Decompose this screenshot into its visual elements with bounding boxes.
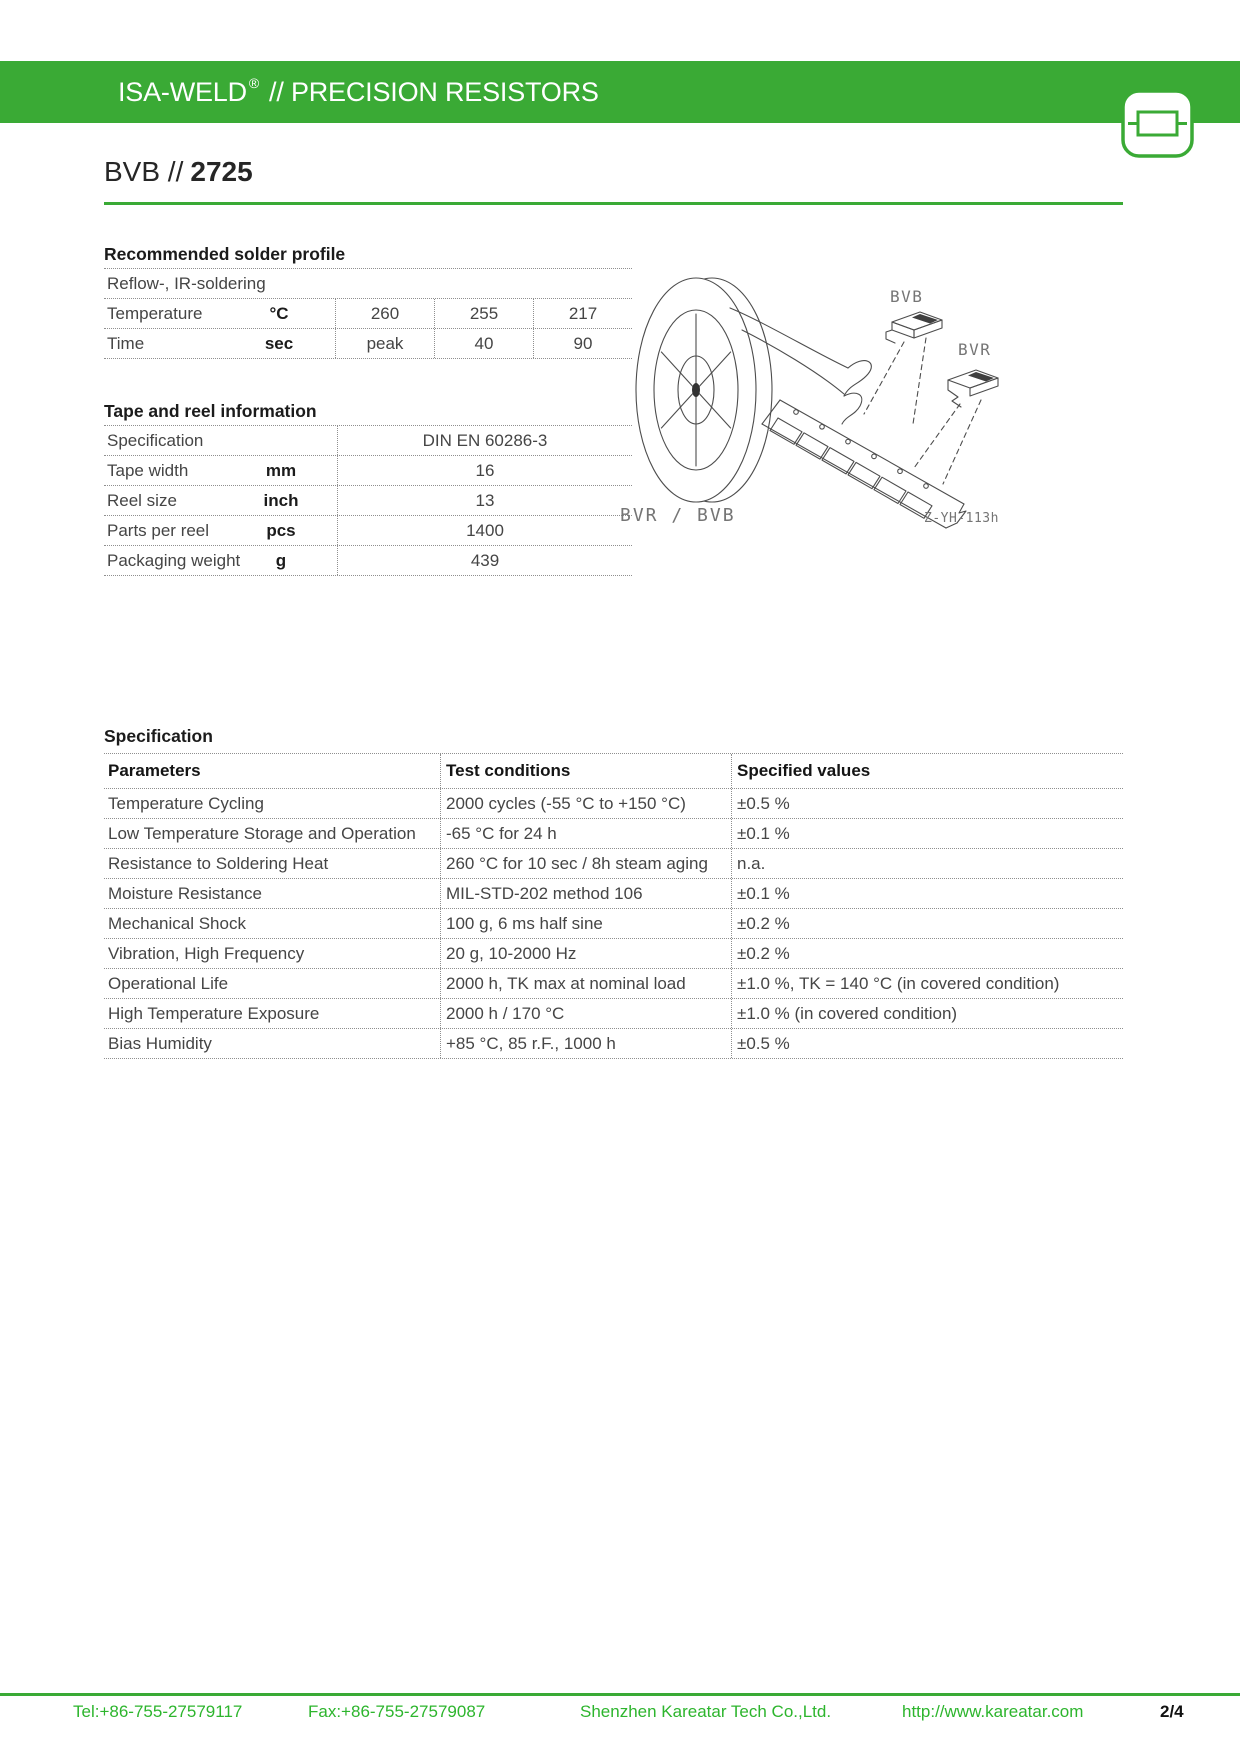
model-number: 2725	[190, 156, 253, 187]
value-cell: ±1.0 % (in covered condition)	[731, 999, 1123, 1028]
value-cell: 90	[533, 329, 632, 358]
value-cell: ±0.1 %	[731, 879, 1123, 908]
bvr-component	[948, 370, 998, 407]
resistor-icon	[1121, 89, 1194, 158]
row-label: Parts per reel	[107, 520, 210, 540]
series-name: BVB //	[104, 156, 184, 187]
value-cell: 16	[337, 456, 632, 485]
label-unit-cell	[104, 426, 337, 455]
footer-tel: Tel:+86-755-27579117	[73, 1702, 243, 1721]
condition-cell: 2000 h, TK max at nominal load	[440, 969, 731, 998]
header-bar	[0, 61, 1240, 123]
row-label: Reel size	[107, 490, 177, 510]
page-title	[104, 156, 253, 188]
footer-rule	[0, 1693, 1240, 1696]
condition-cell: 20 g, 10-2000 Hz	[440, 939, 731, 968]
value-cell: 439	[337, 546, 632, 575]
label-unit-cell	[104, 486, 337, 515]
title-rule	[104, 202, 1123, 205]
table-row	[104, 999, 1123, 1029]
parameter-cell: Mechanical Shock	[108, 913, 246, 933]
specification-table	[104, 753, 1123, 1059]
value-cell: 255	[434, 299, 533, 328]
spec-rows	[104, 789, 1123, 1059]
value-cell: ±0.5 %	[731, 1029, 1123, 1058]
value-cell: ±0.1 %	[731, 819, 1123, 848]
table-row	[104, 486, 632, 516]
column-header-specified-values: Specified values	[731, 754, 1123, 788]
header-category: // PRECISION RESISTORS	[269, 76, 599, 107]
condition-cell: 2000 h / 170 °C	[440, 999, 731, 1028]
bvb-component	[886, 312, 942, 343]
parameter-cell: Temperature Cycling	[108, 793, 264, 813]
parameter-cell: Moisture Resistance	[108, 883, 263, 903]
label-unit-cell	[104, 329, 335, 358]
row-label: Packaging weight	[107, 550, 241, 570]
value-cell: ±1.0 %, TK = 140 °C (in covered condition)	[731, 969, 1123, 998]
table-row	[104, 969, 1123, 999]
column-header-parameters: Parameters	[108, 761, 201, 780]
solder-subtitle-cell: Reflow-, IR-soldering	[107, 273, 266, 293]
condition-cell: 2000 cycles (-55 °C to +150 °C)	[440, 789, 731, 818]
table-row	[104, 909, 1123, 939]
column-header-test-conditions: Test conditions	[440, 754, 731, 788]
table-row	[104, 789, 1123, 819]
label-unit-cell	[104, 516, 337, 545]
label-unit-cell	[104, 456, 337, 485]
value-cell: ±0.2 %	[731, 909, 1123, 938]
parameter-cell: Resistance to Soldering Heat	[108, 853, 329, 873]
row-unit: g	[275, 550, 287, 570]
table-row	[104, 939, 1123, 969]
registered-mark: ®	[248, 75, 260, 91]
table-row	[104, 269, 632, 299]
spec-header-row	[104, 754, 1123, 789]
sprocket-holes	[794, 410, 929, 489]
table-row	[104, 456, 632, 486]
parameter-cell: Vibration, High Frequency	[108, 943, 305, 963]
diagram-label-bvr: BVR	[958, 340, 992, 359]
diagram-label-bvb: BVB	[890, 287, 924, 306]
condition-cell: 100 g, 6 ms half sine	[440, 909, 731, 938]
table-row	[104, 516, 632, 546]
diagram-caption: BVR / BVB	[620, 505, 736, 526]
value-cell: 260	[335, 299, 434, 328]
tape-reel-diagram	[612, 272, 1012, 532]
tape-reel-title: Tape and reel information	[104, 401, 317, 421]
value-cell: 217	[533, 299, 632, 328]
label-unit-cell	[104, 546, 337, 575]
specification-title: Specification	[104, 726, 213, 746]
parameter-cell: Operational Life	[108, 973, 229, 993]
table-row	[104, 849, 1123, 879]
label-unit-cell	[104, 299, 335, 328]
value-cell: 40	[434, 329, 533, 358]
condition-cell: MIL-STD-202 method 106	[440, 879, 731, 908]
solder-profile-title: Recommended solder profile	[104, 244, 346, 264]
solder-profile-table	[104, 268, 632, 359]
drawing-number: Z-YH-113h	[924, 511, 999, 526]
table-row	[104, 426, 632, 456]
table-row	[104, 1029, 1123, 1059]
row-unit: mm	[265, 460, 297, 480]
value-cell: n.a.	[731, 849, 1123, 878]
value-cell: ±0.2 %	[731, 939, 1123, 968]
footer-website: http://www.kareatar.com	[902, 1702, 1084, 1721]
table-row	[104, 879, 1123, 909]
tape-reel-table	[104, 425, 632, 576]
header-title	[118, 61, 599, 123]
row-label: Time	[107, 333, 145, 353]
table-row	[104, 299, 632, 329]
value-cell: 1400	[337, 516, 632, 545]
condition-cell: 260 °C for 10 sec / 8h steam aging	[440, 849, 731, 878]
table-row	[104, 819, 1123, 849]
value-cell: peak	[335, 329, 434, 358]
table-row	[104, 329, 632, 359]
value-cell: ±0.5 %	[731, 789, 1123, 818]
row-label: Temperature	[107, 303, 203, 323]
value-cell: 13	[337, 486, 632, 515]
row-unit: sec	[264, 333, 294, 353]
page-number: 2/4	[1160, 1702, 1184, 1721]
row-unit: °C	[269, 303, 289, 323]
footer-company: Shenzhen Kareatar Tech Co.,Ltd.	[580, 1702, 832, 1721]
row-unit: inch	[263, 490, 299, 510]
tape-rows	[104, 426, 632, 576]
table-row	[104, 546, 632, 576]
row-label: Tape width	[107, 460, 189, 480]
row-label: Specification	[107, 430, 204, 450]
row-unit: pcs	[266, 520, 296, 540]
solder-rows	[104, 299, 632, 359]
parameter-cell: Low Temperature Storage and Operation	[108, 823, 416, 843]
condition-cell: -65 °C for 24 h	[440, 819, 731, 848]
brand-name: ISA-WELD	[118, 76, 247, 107]
tape-pockets	[770, 418, 932, 518]
parameter-cell: High Temperature Exposure	[108, 1003, 320, 1023]
parameter-cell: Bias Humidity	[108, 1033, 212, 1053]
footer	[0, 1702, 1240, 1726]
condition-cell: +85 °C, 85 r.F., 1000 h	[440, 1029, 731, 1058]
value-cell: DIN EN 60286-3	[337, 426, 632, 455]
footer-fax: Fax:+86-755-27579087	[308, 1702, 486, 1721]
